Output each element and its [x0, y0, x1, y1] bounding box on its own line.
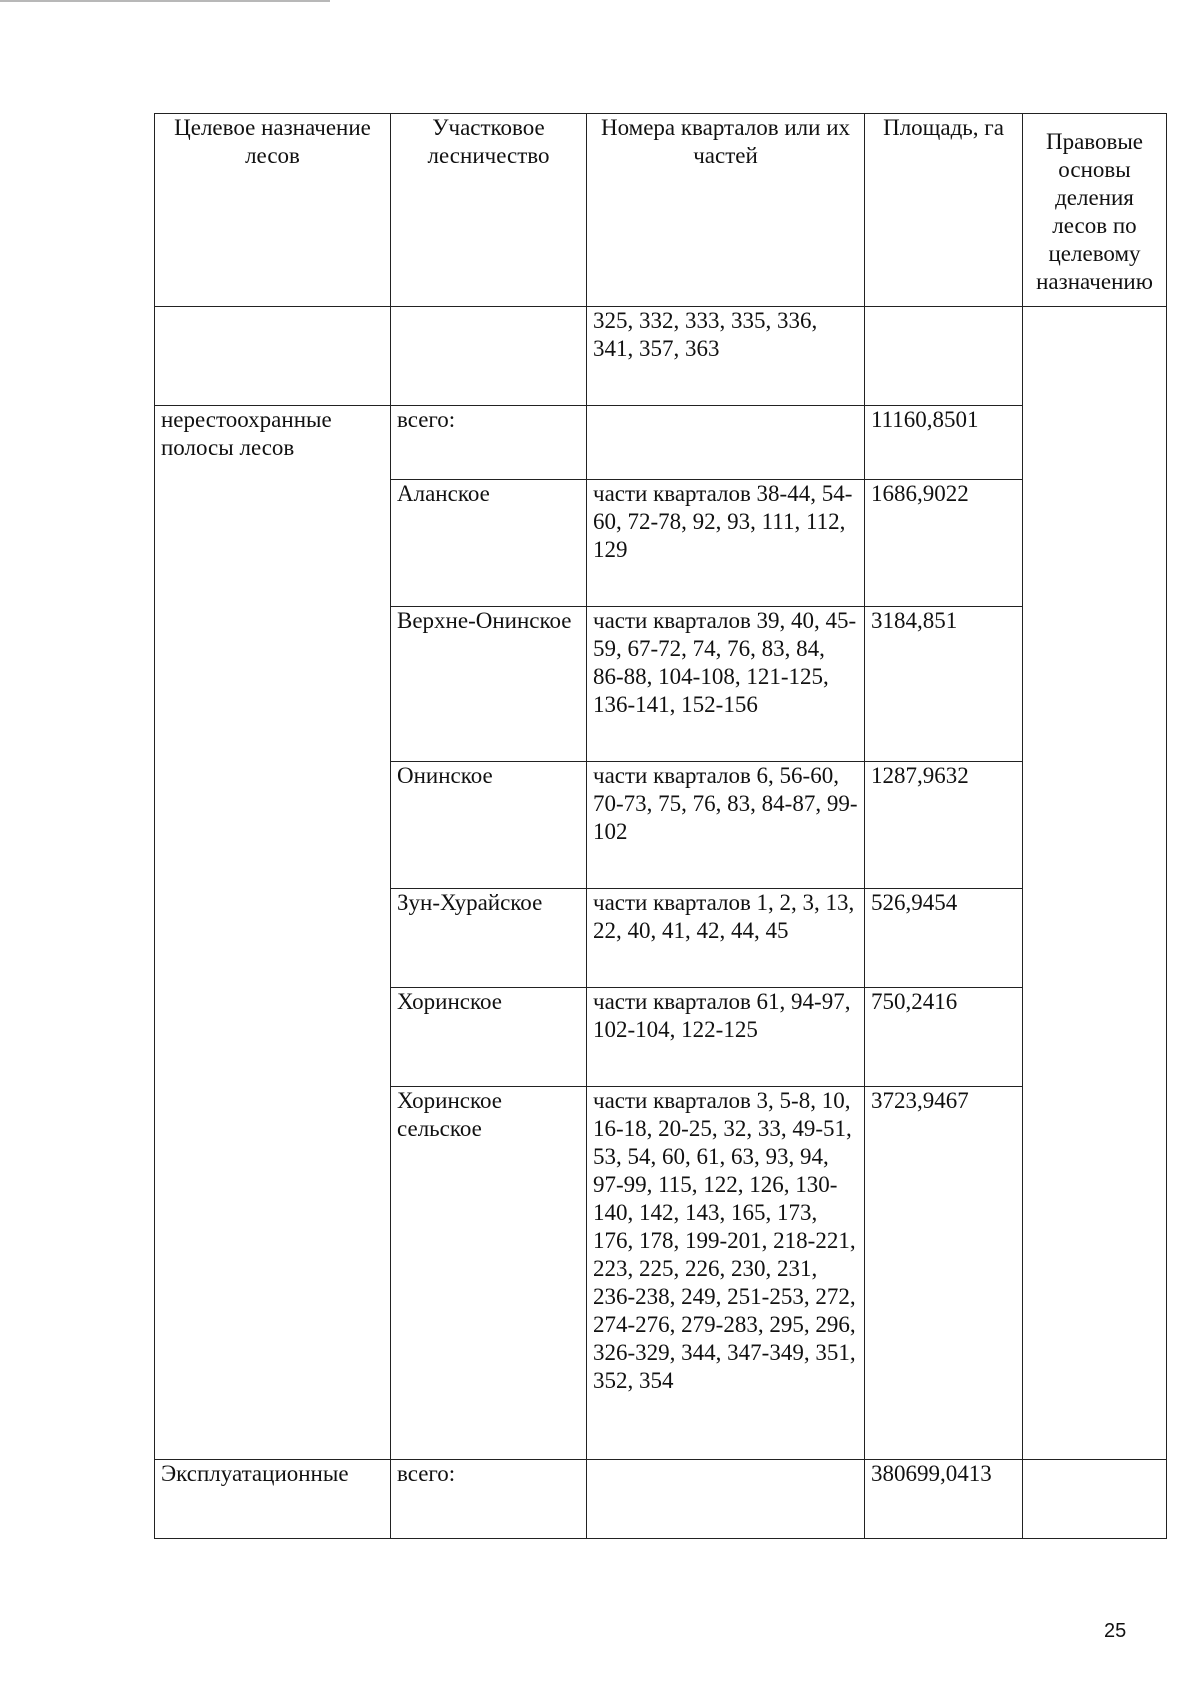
cell-total-label: всего:: [391, 1460, 587, 1539]
cell-district: Онинское: [391, 762, 587, 889]
table-row-spawning-total: [155, 406, 1167, 480]
cell-district: Аланское: [391, 480, 587, 607]
cell-area: 3184,851: [865, 607, 1023, 762]
cell-quarters: части кварталов 39, 40, 45-59, 67-72, 74, 76, 83, 84, 86-88, 104-108, 121-125, 136-141, 152-156: [587, 607, 865, 762]
header-district: Участковое лесничество: [391, 114, 587, 307]
table-header-row: [155, 114, 1167, 307]
cell-total-area: 11160,8501: [865, 406, 1023, 480]
header-legal: Правовые основы деления лесов по целевому назначению: [1023, 114, 1167, 307]
cell-quarters: части кварталов 3, 5-8, 10, 16-18, 20-25, 32, 33, 49-51, 53, 54, 60, 61, 63, 93, 94, 97-99, 115, 122, 126, 130-140, 142, 143, 165, 173, 176, 178, 199-201, 218-221, 223, 225, 226, 230, 231, 236-238, 249, 251-253, 272, 274-276, 279-283, 295, 296, 326-329, 344, 347-349, 351, 352, 354: [587, 1087, 865, 1460]
cell-purpose-spawning: нерестоохранные полосы лесов: [155, 406, 391, 1460]
cell-quarters: части кварталов 38-44, 54-60, 72-78, 92, 93, 111, 112, 129: [587, 480, 865, 607]
cell-area: 3723,9467: [865, 1087, 1023, 1460]
cell-district: Зун-Хурайское: [391, 889, 587, 988]
cell-total-label: всего:: [391, 406, 587, 480]
cell-empty: [1023, 1460, 1167, 1539]
header-area: Площадь, га: [865, 114, 1023, 307]
table-row-exploitation-total: [155, 1460, 1167, 1539]
cell-area: 526,9454: [865, 889, 1023, 988]
cell-district: Хоринское сельское: [391, 1087, 587, 1460]
header-quarters: Номера кварталов или их частей: [587, 114, 865, 307]
page-number: 25: [1104, 1620, 1127, 1642]
cell-purpose-exploitation: Эксплуатационные: [155, 1460, 391, 1539]
cell-empty: [865, 307, 1023, 406]
cell-area: 1287,9632: [865, 762, 1023, 889]
scan-artifact-line: [0, 0, 330, 2]
header-purpose: Целевое назначение лесов: [155, 114, 391, 307]
cell-empty: [587, 1460, 865, 1539]
cell-legal-basis: [1023, 307, 1167, 1460]
cell-empty: [391, 307, 587, 406]
cell-total-area: 380699,0413: [865, 1460, 1023, 1539]
cell-quarters: части кварталов 61, 94-97, 102-104, 122-125: [587, 988, 865, 1087]
cell-empty: [587, 406, 865, 480]
cell-quarters: части кварталов 1, 2, 3, 13, 22, 40, 41, 42, 44, 45: [587, 889, 865, 988]
cell-quarters: части кварталов 6, 56-60, 70-73, 75, 76, 83, 84-87, 99-102: [587, 762, 865, 889]
forest-purpose-table: [154, 113, 1167, 1539]
cell-empty: [155, 307, 391, 406]
cell-area: 1686,9022: [865, 480, 1023, 607]
cell-area: 750,2416: [865, 988, 1023, 1087]
cell-district: Хоринское: [391, 988, 587, 1087]
cell-quarters: 325, 332, 333, 335, 336, 341, 357, 363: [587, 307, 865, 406]
cell-district: Верхне-Онинское: [391, 607, 587, 762]
table-row-continuation: [155, 307, 1167, 406]
